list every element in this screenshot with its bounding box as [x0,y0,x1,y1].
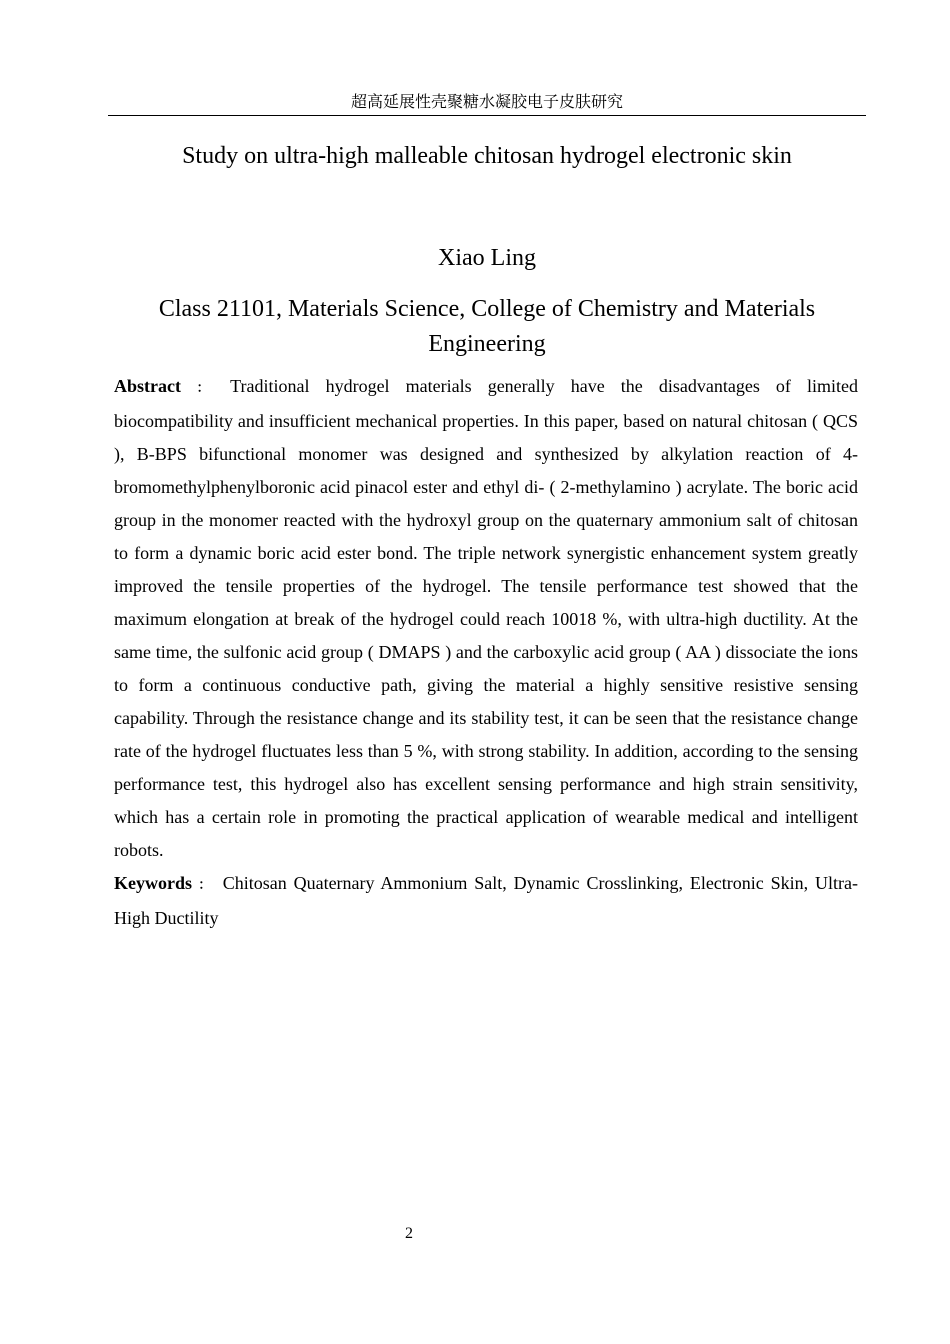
author-name: Xiao Ling [438,245,536,271]
keywords-text: Chitosan Quaternary Ammonium Salt, Dynamic Crosslinking, Electronic Skin, Ultra-High Ductility [114,873,858,928]
abstract-text: Traditional hydrogel materials generally have the disadvantages of limited biocompatibility and insufficient mechanical properties. In this paper, based on natural chitosan ( QCS ), B-BPS bifunctional monomer was designed and synthesized by alkylation reaction of 4-bromomethylphenylboronic acid pinacol ester and ethyl di- ( 2-methylamino ) acrylate. The boric acid group in the monomer reacted with the hydroxyl group on the quaternary ammonium salt of chitosan to form a dynamic boric acid ester bond. The triple network synergistic enhancement system greatly improved the tensile properties of the hydrogel. The tensile performance test showed that the maximum elongation at break of the hydrogel could reach 10018 %, with ultra-high ductility. At the same time, the sulfonic acid group ( DMAPS ) and the carboxylic acid group ( AA ) dissociate the ions to form a continuous conductive path, giving the material a highly sensitive resistive sensing capability. Through the resistance change and its stability test, it can be seen that the resistance change rate of the hydrogel fluctuates less than 5 %, with strong stability. In addition, according to the sensing performance test, this hydrogel also has excellent sensing performance and high strain sensitivity, which has a certain role in promoting the practical application of wearable medical and intelligent robots. [114,376,858,860]
abstract-colon: ： [184,381,222,396]
abstract-paragraph [114,370,858,867]
keywords-colon: ： [196,878,214,893]
paper-title: Study on ultra-high malleable chitosan hydrogel electronic skin [182,143,792,169]
keywords-paragraph [114,867,858,935]
abstract-label: Abstract [114,376,181,396]
author-affiliation: Class 21101, Materials Science, College of Chemistry and Materials Engineering [158,296,816,357]
header-rule [108,115,866,116]
page-number: 2 [405,1225,413,1242]
running-header: 超高延展性壳聚糖水凝胶电子皮肤研究 [350,92,623,111]
keywords-label: Keywords [114,873,192,893]
